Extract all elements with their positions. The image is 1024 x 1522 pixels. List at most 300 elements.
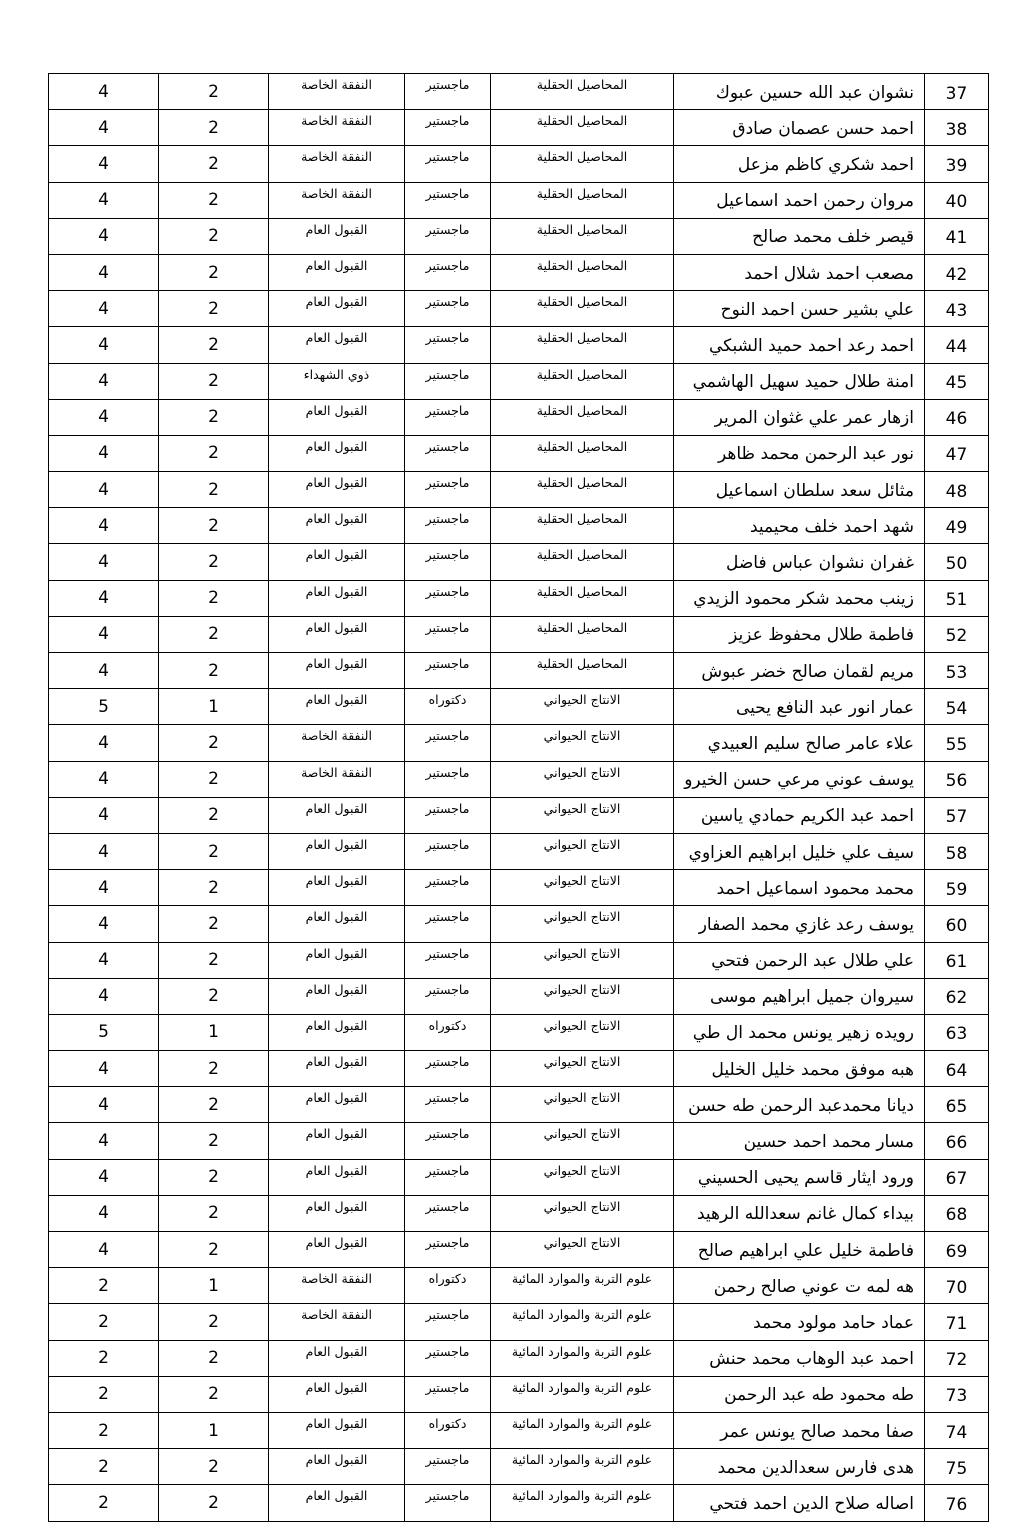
study-years: 2 bbox=[159, 1051, 269, 1087]
admission-channel: القبول العام bbox=[269, 435, 405, 471]
degree: ماجستير bbox=[405, 1485, 491, 1521]
row-number: 63 bbox=[925, 1014, 989, 1050]
student-name: امنة طلال حميد سهيل الهاشمي bbox=[674, 363, 925, 399]
admission-channel: القبول العام bbox=[269, 616, 405, 652]
table-row bbox=[49, 1376, 989, 1412]
student-name: نور عبد الرحمن محمد ظاهر bbox=[674, 435, 925, 471]
admission-channel: القبول العام bbox=[269, 1232, 405, 1268]
student-name: صفا محمد صالح يونس عمر bbox=[674, 1412, 925, 1448]
department: علوم التربة والموارد المائية bbox=[491, 1412, 674, 1448]
admission-channel: القبول العام bbox=[269, 1412, 405, 1448]
department: الانتاج الحيواني bbox=[491, 1232, 674, 1268]
department: الانتاج الحيواني bbox=[491, 761, 674, 797]
department: الانتاج الحيواني bbox=[491, 1195, 674, 1231]
study-years: 2 bbox=[159, 797, 269, 833]
students-table bbox=[48, 73, 989, 1522]
admission-channel: النفقة الخاصة bbox=[269, 725, 405, 761]
points: 4 bbox=[49, 942, 159, 978]
table-row bbox=[49, 291, 989, 327]
row-number: 46 bbox=[925, 399, 989, 435]
row-number: 41 bbox=[925, 218, 989, 254]
study-years: 2 bbox=[159, 435, 269, 471]
degree: دكتوراه bbox=[405, 1014, 491, 1050]
row-number: 62 bbox=[925, 978, 989, 1014]
study-years: 2 bbox=[159, 616, 269, 652]
department: علوم التربة والموارد المائية bbox=[491, 1268, 674, 1304]
admission-channel: القبول العام bbox=[269, 508, 405, 544]
admission-channel: القبول العام bbox=[269, 1051, 405, 1087]
degree: ماجستير bbox=[405, 1159, 491, 1195]
points: 5 bbox=[49, 1014, 159, 1050]
department: المحاصيل الحقلية bbox=[491, 363, 674, 399]
student-name: احمد حسن عصمان صادق bbox=[674, 110, 925, 146]
points: 2 bbox=[49, 1340, 159, 1376]
admission-channel: القبول العام bbox=[269, 580, 405, 616]
table-row bbox=[49, 435, 989, 471]
study-years: 2 bbox=[159, 1087, 269, 1123]
table-row bbox=[49, 833, 989, 869]
table-row bbox=[49, 1159, 989, 1195]
department: الانتاج الحيواني bbox=[491, 833, 674, 869]
degree: ماجستير bbox=[405, 906, 491, 942]
degree: ماجستير bbox=[405, 1087, 491, 1123]
department: المحاصيل الحقلية bbox=[491, 291, 674, 327]
points: 4 bbox=[49, 435, 159, 471]
department: الانتاج الحيواني bbox=[491, 689, 674, 725]
study-years: 2 bbox=[159, 1340, 269, 1376]
table-row bbox=[49, 182, 989, 218]
study-years: 2 bbox=[159, 110, 269, 146]
row-number: 70 bbox=[925, 1268, 989, 1304]
study-years: 2 bbox=[159, 327, 269, 363]
admission-channel: القبول العام bbox=[269, 689, 405, 725]
points: 4 bbox=[49, 146, 159, 182]
degree: ماجستير bbox=[405, 942, 491, 978]
degree: ماجستير bbox=[405, 182, 491, 218]
points: 4 bbox=[49, 1051, 159, 1087]
points: 4 bbox=[49, 797, 159, 833]
admission-channel: القبول العام bbox=[269, 906, 405, 942]
row-number: 39 bbox=[925, 146, 989, 182]
table-row bbox=[49, 1014, 989, 1050]
student-name: ازهار عمر علي غثوان المرير bbox=[674, 399, 925, 435]
table-row bbox=[49, 978, 989, 1014]
degree: دكتوراه bbox=[405, 1412, 491, 1448]
degree: ماجستير bbox=[405, 978, 491, 1014]
student-name: شهد احمد خلف محيميد bbox=[674, 508, 925, 544]
admission-channel: ذوي الشهداء bbox=[269, 363, 405, 399]
admission-channel: النفقة الخاصة bbox=[269, 1268, 405, 1304]
row-number: 71 bbox=[925, 1304, 989, 1340]
admission-channel: القبول العام bbox=[269, 797, 405, 833]
row-number: 52 bbox=[925, 616, 989, 652]
table-row bbox=[49, 146, 989, 182]
department: الانتاج الحيواني bbox=[491, 1051, 674, 1087]
study-years: 2 bbox=[159, 942, 269, 978]
points: 4 bbox=[49, 761, 159, 797]
study-years: 2 bbox=[159, 1449, 269, 1485]
department: المحاصيل الحقلية bbox=[491, 544, 674, 580]
department: الانتاج الحيواني bbox=[491, 978, 674, 1014]
student-name: عماد حامد مولود محمد bbox=[674, 1304, 925, 1340]
table-row bbox=[49, 1304, 989, 1340]
degree: ماجستير bbox=[405, 725, 491, 761]
table-row bbox=[49, 942, 989, 978]
row-number: 60 bbox=[925, 906, 989, 942]
degree: ماجستير bbox=[405, 74, 491, 110]
student-name: قيصر خلف محمد صالح bbox=[674, 218, 925, 254]
points: 2 bbox=[49, 1304, 159, 1340]
study-years: 2 bbox=[159, 399, 269, 435]
student-name: مريم لقمان صالح خضر عبوش bbox=[674, 653, 925, 689]
admission-channel: القبول العام bbox=[269, 1159, 405, 1195]
study-years: 2 bbox=[159, 291, 269, 327]
row-number: 69 bbox=[925, 1232, 989, 1268]
degree: دكتوراه bbox=[405, 689, 491, 725]
admission-channel: القبول العام bbox=[269, 254, 405, 290]
study-years: 2 bbox=[159, 1376, 269, 1412]
table-row bbox=[49, 1123, 989, 1159]
points: 4 bbox=[49, 1195, 159, 1231]
degree: ماجستير bbox=[405, 435, 491, 471]
department: المحاصيل الحقلية bbox=[491, 254, 674, 290]
student-name: محمد محمود اسماعيل احمد bbox=[674, 870, 925, 906]
study-years: 1 bbox=[159, 1014, 269, 1050]
points: 2 bbox=[49, 1412, 159, 1448]
study-years: 2 bbox=[159, 906, 269, 942]
points: 4 bbox=[49, 870, 159, 906]
student-name: يوسف عوني مرعي حسن الخيرو bbox=[674, 761, 925, 797]
admission-channel: النفقة الخاصة bbox=[269, 761, 405, 797]
study-years: 1 bbox=[159, 689, 269, 725]
points: 4 bbox=[49, 1087, 159, 1123]
student-name: طه محمود طه عبد الرحمن bbox=[674, 1376, 925, 1412]
row-number: 55 bbox=[925, 725, 989, 761]
department: علوم التربة والموارد المائية bbox=[491, 1376, 674, 1412]
admission-channel: القبول العام bbox=[269, 1376, 405, 1412]
row-number: 49 bbox=[925, 508, 989, 544]
admission-channel: القبول العام bbox=[269, 1014, 405, 1050]
admission-channel: القبول العام bbox=[269, 399, 405, 435]
student-name: مصعب احمد شلال احمد bbox=[674, 254, 925, 290]
department: المحاصيل الحقلية bbox=[491, 653, 674, 689]
points: 4 bbox=[49, 906, 159, 942]
table-row bbox=[49, 616, 989, 652]
points: 4 bbox=[49, 1159, 159, 1195]
degree: ماجستير bbox=[405, 616, 491, 652]
degree: ماجستير bbox=[405, 1195, 491, 1231]
degree: ماجستير bbox=[405, 1376, 491, 1412]
admission-channel: القبول العام bbox=[269, 472, 405, 508]
row-number: 64 bbox=[925, 1051, 989, 1087]
points: 4 bbox=[49, 327, 159, 363]
student-name: هبه موفق محمد خليل الخليل bbox=[674, 1051, 925, 1087]
degree: ماجستير bbox=[405, 1340, 491, 1376]
points: 4 bbox=[49, 508, 159, 544]
table-row bbox=[49, 508, 989, 544]
admission-channel: القبول العام bbox=[269, 1485, 405, 1521]
row-number: 38 bbox=[925, 110, 989, 146]
table-row bbox=[49, 1449, 989, 1485]
degree: ماجستير bbox=[405, 363, 491, 399]
points: 2 bbox=[49, 1449, 159, 1485]
degree: ماجستير bbox=[405, 327, 491, 363]
department: الانتاج الحيواني bbox=[491, 1159, 674, 1195]
degree: ماجستير bbox=[405, 472, 491, 508]
study-years: 2 bbox=[159, 544, 269, 580]
table-row bbox=[49, 399, 989, 435]
student-name: هدى فارس سعدالدين محمد bbox=[674, 1449, 925, 1485]
study-years: 2 bbox=[159, 580, 269, 616]
degree: ماجستير bbox=[405, 1304, 491, 1340]
admission-channel: القبول العام bbox=[269, 942, 405, 978]
points: 4 bbox=[49, 363, 159, 399]
department: الانتاج الحيواني bbox=[491, 1087, 674, 1123]
student-name: فاطمة خليل علي ابراهيم صالح bbox=[674, 1232, 925, 1268]
points: 4 bbox=[49, 1232, 159, 1268]
admission-channel: القبول العام bbox=[269, 1087, 405, 1123]
table-row bbox=[49, 580, 989, 616]
study-years: 2 bbox=[159, 1159, 269, 1195]
student-name: احمد رعد احمد حميد الشبكي bbox=[674, 327, 925, 363]
study-years: 1 bbox=[159, 1412, 269, 1448]
department: الانتاج الحيواني bbox=[491, 942, 674, 978]
study-years: 2 bbox=[159, 1195, 269, 1231]
points: 4 bbox=[49, 472, 159, 508]
table-row bbox=[49, 544, 989, 580]
study-years: 2 bbox=[159, 1232, 269, 1268]
study-years: 2 bbox=[159, 182, 269, 218]
row-number: 57 bbox=[925, 797, 989, 833]
table-row bbox=[49, 1195, 989, 1231]
points: 4 bbox=[49, 978, 159, 1014]
study-years: 2 bbox=[159, 146, 269, 182]
row-number: 65 bbox=[925, 1087, 989, 1123]
degree: ماجستير bbox=[405, 761, 491, 797]
department: المحاصيل الحقلية bbox=[491, 508, 674, 544]
study-years: 1 bbox=[159, 1268, 269, 1304]
admission-channel: القبول العام bbox=[269, 218, 405, 254]
points: 4 bbox=[49, 1123, 159, 1159]
department: علوم التربة والموارد المائية bbox=[491, 1304, 674, 1340]
degree: ماجستير bbox=[405, 797, 491, 833]
study-years: 2 bbox=[159, 978, 269, 1014]
student-name: مثائل سعد سلطان اسماعيل bbox=[674, 472, 925, 508]
student-name: علاء عامر صالح سليم العبيدي bbox=[674, 725, 925, 761]
row-number: 40 bbox=[925, 182, 989, 218]
admission-channel: القبول العام bbox=[269, 978, 405, 1014]
department: المحاصيل الحقلية bbox=[491, 616, 674, 652]
row-number: 68 bbox=[925, 1195, 989, 1231]
points: 4 bbox=[49, 399, 159, 435]
study-years: 2 bbox=[159, 74, 269, 110]
student-name: زينب محمد شكر محمود الزيدي bbox=[674, 580, 925, 616]
points: 4 bbox=[49, 725, 159, 761]
student-name: احمد عبد الوهاب محمد حنش bbox=[674, 1340, 925, 1376]
table-row bbox=[49, 1485, 989, 1521]
row-number: 45 bbox=[925, 363, 989, 399]
degree: ماجستير bbox=[405, 870, 491, 906]
study-years: 2 bbox=[159, 472, 269, 508]
department: المحاصيل الحقلية bbox=[491, 399, 674, 435]
points: 4 bbox=[49, 182, 159, 218]
degree: ماجستير bbox=[405, 1051, 491, 1087]
student-name: اصاله صلاح الدين احمد فتحي bbox=[674, 1485, 925, 1521]
row-number: 66 bbox=[925, 1123, 989, 1159]
admission-channel: القبول العام bbox=[269, 653, 405, 689]
admission-channel: القبول العام bbox=[269, 1123, 405, 1159]
department: الانتاج الحيواني bbox=[491, 1014, 674, 1050]
department: المحاصيل الحقلية bbox=[491, 182, 674, 218]
row-number: 75 bbox=[925, 1449, 989, 1485]
department: المحاصيل الحقلية bbox=[491, 435, 674, 471]
study-years: 2 bbox=[159, 1304, 269, 1340]
table-row bbox=[49, 761, 989, 797]
row-number: 73 bbox=[925, 1376, 989, 1412]
admission-channel: النفقة الخاصة bbox=[269, 74, 405, 110]
student-name: فاطمة طلال محفوظ عزيز bbox=[674, 616, 925, 652]
department: الانتاج الحيواني bbox=[491, 725, 674, 761]
table-row bbox=[49, 218, 989, 254]
row-number: 47 bbox=[925, 435, 989, 471]
degree: ماجستير bbox=[405, 1449, 491, 1485]
study-years: 2 bbox=[159, 870, 269, 906]
row-number: 72 bbox=[925, 1340, 989, 1376]
points: 4 bbox=[49, 580, 159, 616]
student-name: احمد شكري كاظم مزعل bbox=[674, 146, 925, 182]
department: الانتاج الحيواني bbox=[491, 906, 674, 942]
admission-channel: النفقة الخاصة bbox=[269, 1304, 405, 1340]
table-body bbox=[49, 74, 989, 1522]
degree: ماجستير bbox=[405, 146, 491, 182]
points: 4 bbox=[49, 833, 159, 869]
row-number: 74 bbox=[925, 1412, 989, 1448]
row-number: 54 bbox=[925, 689, 989, 725]
degree: ماجستير bbox=[405, 653, 491, 689]
department: المحاصيل الحقلية bbox=[491, 110, 674, 146]
table-row bbox=[49, 1268, 989, 1304]
study-years: 2 bbox=[159, 761, 269, 797]
row-number: 61 bbox=[925, 942, 989, 978]
study-years: 2 bbox=[159, 833, 269, 869]
row-number: 48 bbox=[925, 472, 989, 508]
student-name: سيف علي خليل ابراهيم العزاوي bbox=[674, 833, 925, 869]
department: الانتاج الحيواني bbox=[491, 870, 674, 906]
table-row bbox=[49, 1051, 989, 1087]
students-table-sheet bbox=[48, 73, 975, 1522]
admission-channel: القبول العام bbox=[269, 1340, 405, 1376]
degree: ماجستير bbox=[405, 399, 491, 435]
table-row bbox=[49, 653, 989, 689]
department: الانتاج الحيواني bbox=[491, 1123, 674, 1159]
points: 4 bbox=[49, 544, 159, 580]
table-row bbox=[49, 870, 989, 906]
department: المحاصيل الحقلية bbox=[491, 472, 674, 508]
points: 4 bbox=[49, 616, 159, 652]
student-name: مروان رحمن احمد اسماعيل bbox=[674, 182, 925, 218]
study-years: 2 bbox=[159, 1123, 269, 1159]
degree: ماجستير bbox=[405, 508, 491, 544]
student-name: نشوان عبد الله حسين عبوك bbox=[674, 74, 925, 110]
student-name: بيداء كمال غانم سعدالله الرهيد bbox=[674, 1195, 925, 1231]
row-number: 76 bbox=[925, 1485, 989, 1521]
admission-channel: القبول العام bbox=[269, 833, 405, 869]
table-row bbox=[49, 1340, 989, 1376]
table-row bbox=[49, 472, 989, 508]
row-number: 67 bbox=[925, 1159, 989, 1195]
points: 2 bbox=[49, 1376, 159, 1412]
table-row bbox=[49, 1087, 989, 1123]
department: المحاصيل الحقلية bbox=[491, 218, 674, 254]
row-number: 56 bbox=[925, 761, 989, 797]
student-name: رويده زهير يونس محمد ال طي bbox=[674, 1014, 925, 1050]
student-name: مسار محمد احمد حسين bbox=[674, 1123, 925, 1159]
degree: ماجستير bbox=[405, 1232, 491, 1268]
student-name: غفران نشوان عباس فاضل bbox=[674, 544, 925, 580]
table-row bbox=[49, 110, 989, 146]
row-number: 37 bbox=[925, 74, 989, 110]
admission-channel: القبول العام bbox=[269, 1449, 405, 1485]
table-row bbox=[49, 1412, 989, 1448]
degree: ماجستير bbox=[405, 254, 491, 290]
degree: ماجستير bbox=[405, 110, 491, 146]
student-name: احمد عبد الكريم حمادي ياسين bbox=[674, 797, 925, 833]
student-name: سيروان جميل ابراهيم موسى bbox=[674, 978, 925, 1014]
degree: ماجستير bbox=[405, 218, 491, 254]
table-row bbox=[49, 74, 989, 110]
student-name: ديانا محمدعبد الرحمن طه حسن bbox=[674, 1087, 925, 1123]
degree: ماجستير bbox=[405, 291, 491, 327]
row-number: 59 bbox=[925, 870, 989, 906]
points: 4 bbox=[49, 254, 159, 290]
table-row bbox=[49, 327, 989, 363]
row-number: 51 bbox=[925, 580, 989, 616]
student-name: هه لمه ت عوني صالح رحمن bbox=[674, 1268, 925, 1304]
row-number: 53 bbox=[925, 653, 989, 689]
points: 2 bbox=[49, 1268, 159, 1304]
table-row bbox=[49, 725, 989, 761]
admission-channel: القبول العام bbox=[269, 870, 405, 906]
department: المحاصيل الحقلية bbox=[491, 146, 674, 182]
admission-channel: القبول العام bbox=[269, 327, 405, 363]
admission-channel: النفقة الخاصة bbox=[269, 182, 405, 218]
department: علوم التربة والموارد المائية bbox=[491, 1485, 674, 1521]
admission-channel: القبول العام bbox=[269, 291, 405, 327]
admission-channel: النفقة الخاصة bbox=[269, 146, 405, 182]
table-row bbox=[49, 363, 989, 399]
row-number: 42 bbox=[925, 254, 989, 290]
study-years: 2 bbox=[159, 218, 269, 254]
table-row bbox=[49, 254, 989, 290]
admission-channel: القبول العام bbox=[269, 544, 405, 580]
admission-channel: النفقة الخاصة bbox=[269, 110, 405, 146]
degree: ماجستير bbox=[405, 833, 491, 869]
table-row bbox=[49, 689, 989, 725]
student-name: ورود ايثار قاسم يحيى الحسيني bbox=[674, 1159, 925, 1195]
study-years: 2 bbox=[159, 1485, 269, 1521]
points: 4 bbox=[49, 653, 159, 689]
points: 4 bbox=[49, 291, 159, 327]
study-years: 2 bbox=[159, 254, 269, 290]
department: علوم التربة والموارد المائية bbox=[491, 1449, 674, 1485]
table-row bbox=[49, 906, 989, 942]
student-name: يوسف رعد غازي محمد الصفار bbox=[674, 906, 925, 942]
student-name: علي بشير حسن احمد النوح bbox=[674, 291, 925, 327]
department: المحاصيل الحقلية bbox=[491, 327, 674, 363]
points: 2 bbox=[49, 1485, 159, 1521]
study-years: 2 bbox=[159, 363, 269, 399]
student-name: عمار انور عبد النافع يحيى bbox=[674, 689, 925, 725]
